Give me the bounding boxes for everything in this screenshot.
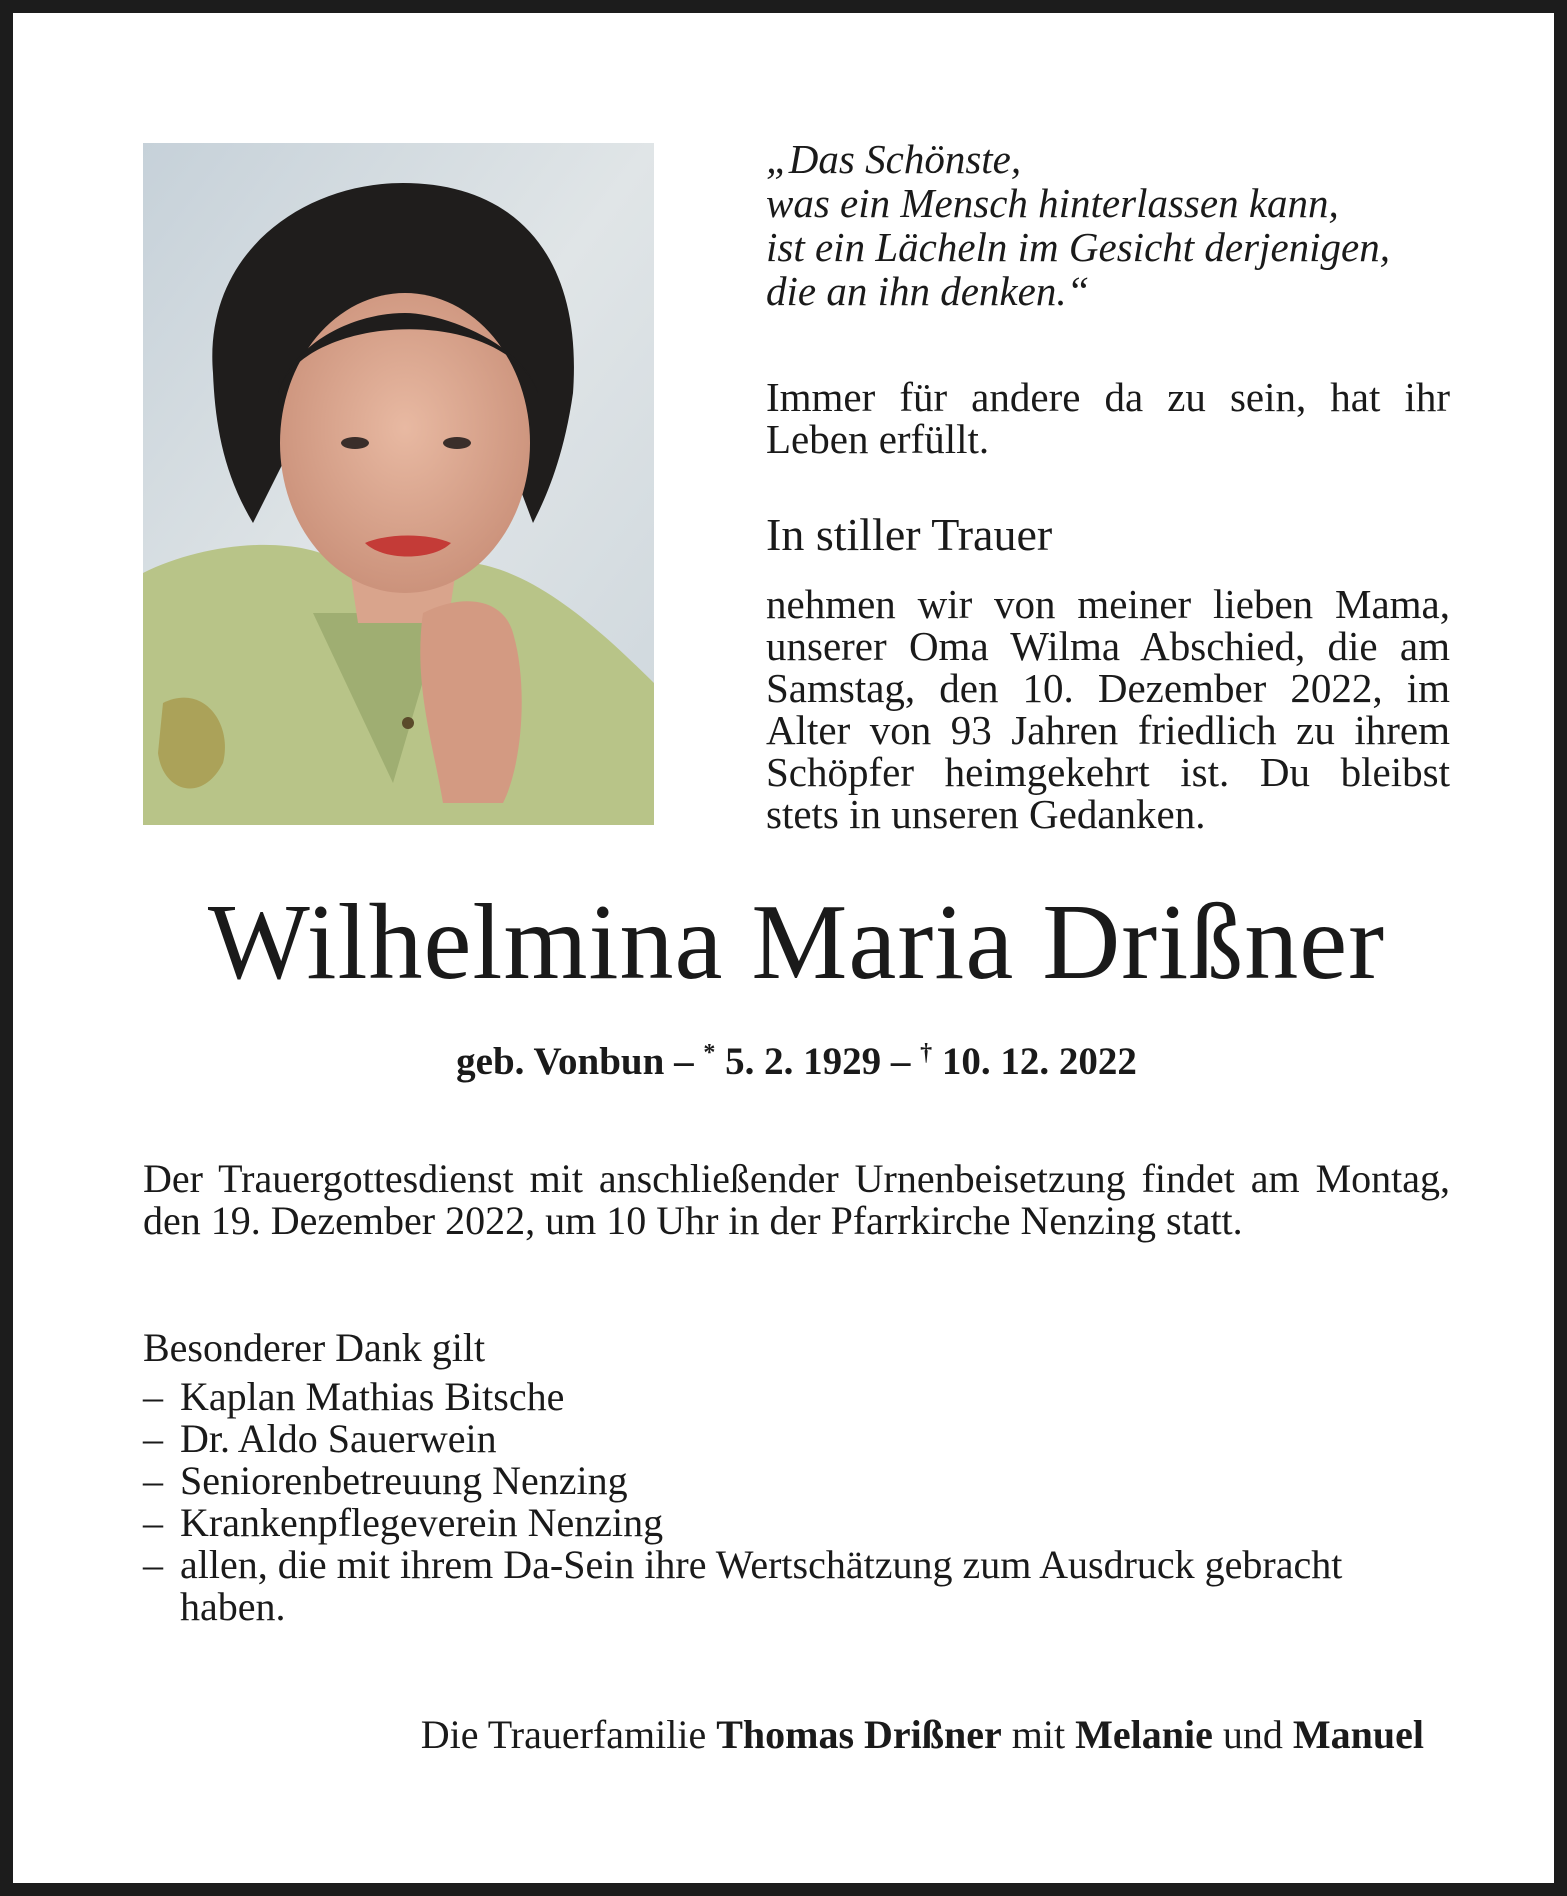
- quote-line: die an ihn denken.“: [766, 268, 1090, 314]
- portrait-photo: [143, 143, 654, 825]
- thanks-item: Kaplan Mathias Bitsche: [180, 1374, 565, 1419]
- service-text: Der Trauergottesdienst mit anschließender Urnenbeisetzung findet am Montag, den 19. Dezember 2022, um 10 Uhr in der Pfarrkirche Nenzing statt.: [143, 1156, 1450, 1243]
- list-item: [143, 1502, 1450, 1544]
- dash: –: [143, 1500, 163, 1545]
- family-and: und: [1212, 1712, 1293, 1757]
- mourning-heading: In stiller Trauer: [766, 509, 1053, 560]
- family-signature: [421, 1713, 1424, 1757]
- thanks-item: Krankenpflegeverein Nenzing: [180, 1500, 664, 1545]
- thanks-item: Dr. Aldo Sauerwein: [180, 1416, 497, 1461]
- quote-line: ist ein Lächeln im Gesicht derjenigen,: [766, 224, 1390, 270]
- deceased-name: Wilhelmina Maria Drißner: [207, 883, 1386, 1002]
- death-symbol: †: [920, 1040, 933, 1066]
- thanks-item: allen, die mit ihrem Da-Sein ihre Wertschätzung zum Ausdruck gebracht haben.: [180, 1542, 1343, 1629]
- thanks-list: [143, 1376, 1450, 1628]
- separator: –: [664, 1040, 704, 1083]
- birth-date: 5. 2. 1929: [715, 1040, 882, 1083]
- family-prefix: Die Trauerfamilie: [420, 1712, 717, 1757]
- list-item: [143, 1376, 1450, 1418]
- thanks-title: Besonderer Dank gilt: [143, 1325, 486, 1370]
- quote-line: was ein Mensch hinterlassen kann,: [766, 180, 1339, 226]
- dash: –: [143, 1458, 163, 1503]
- list-item: [143, 1460, 1450, 1502]
- family-name-melanie: Melanie: [1075, 1712, 1213, 1757]
- dash: –: [143, 1416, 163, 1461]
- family-mid: mit: [1001, 1712, 1076, 1757]
- separator: –: [881, 1040, 921, 1083]
- thanks-item: Seniorenbetreuung Nenzing: [180, 1458, 628, 1503]
- birth-name: geb. Vonbun: [456, 1040, 665, 1083]
- dash: –: [143, 1374, 163, 1419]
- list-item: [143, 1544, 1450, 1628]
- birth-symbol: *: [703, 1040, 716, 1066]
- life-dates: [13, 1029, 1567, 1086]
- family-name-thomas: Thomas Drißner: [716, 1712, 1002, 1757]
- family-name-manuel: Manuel: [1292, 1712, 1424, 1757]
- list-item: [143, 1418, 1450, 1460]
- quote-line: „Das Schönste,: [766, 136, 1022, 182]
- quote: [766, 137, 1446, 313]
- dash: –: [143, 1542, 163, 1587]
- mourning-text: nehmen wir von meiner lieben Mama, unserer Oma Wilma Abschied, die am Samstag, den 10. Dezember 2022, im Alter von 93 Jahren friedlich zu ihrem Schöpfer heimgekehrt ist. Du bleibst stets in unseren Gedanken.: [766, 581, 1450, 837]
- intro-text: Immer für andere da zu sein, hat ihr Leben erfüllt.: [766, 374, 1450, 462]
- death-date: 10. 12. 2022: [932, 1040, 1137, 1083]
